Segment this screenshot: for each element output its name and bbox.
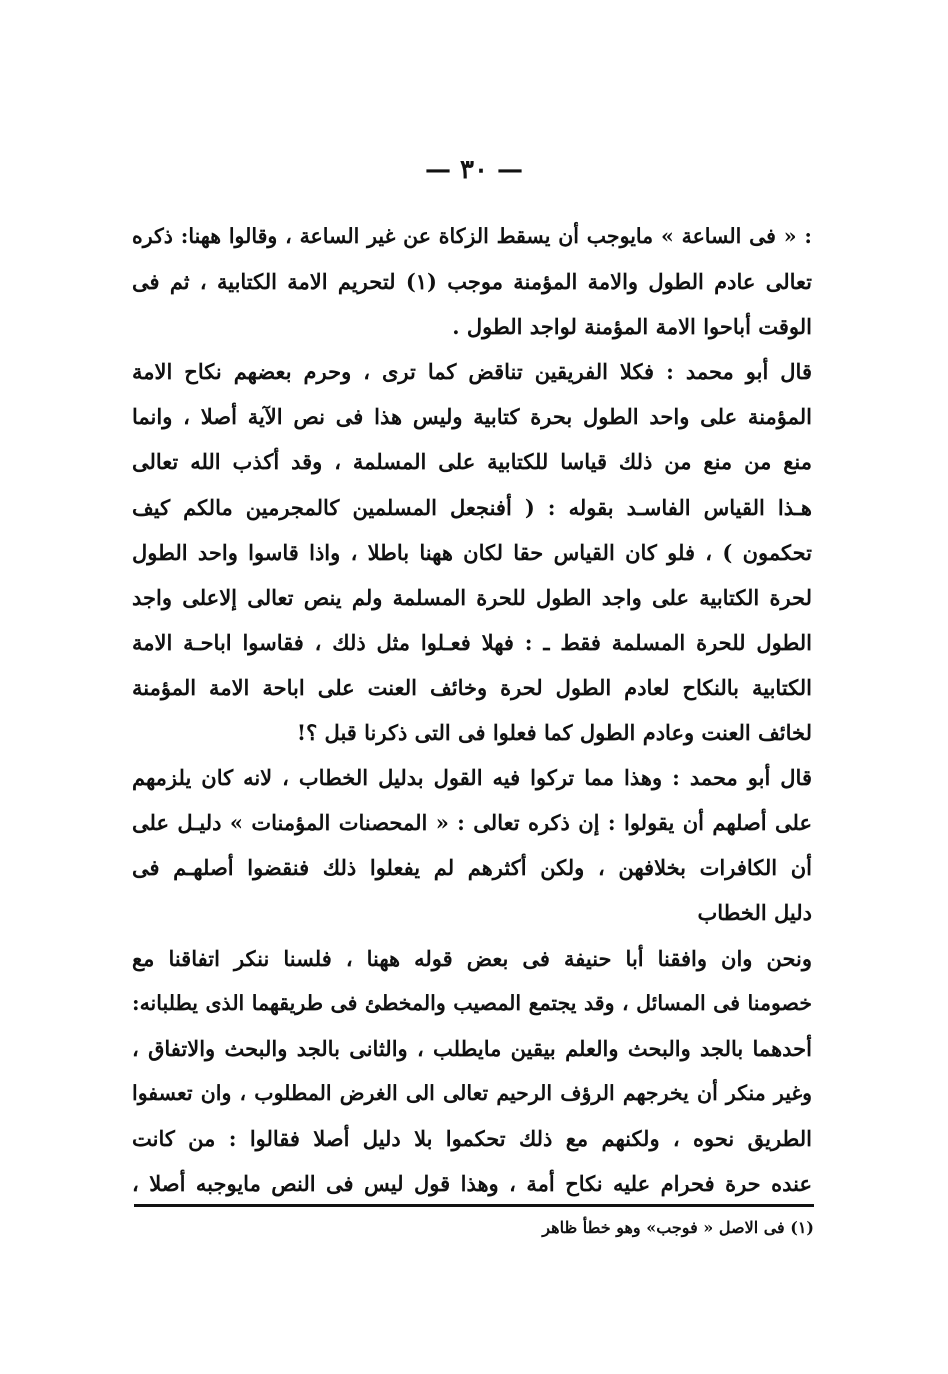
text-line-15: أن الكافرات بخلافهن ، ولكن أكثرهم لم يفعلوا ذلك فنقضوا أصلهـم فى	[132, 855, 812, 881]
text-line-12: لخائف العنت وعادم الطول كما فعلوا فى التى ذكرنا قبل ؟!	[296, 720, 812, 746]
text-line-4: قال أبو محمد : فكلا الفريقين تناقض كما ترى ، وحرم بعضهم نكاح الامة	[132, 359, 812, 385]
text-line-10: الطول للحرة المسلمة فقط ـ : فهلا فعـلوا مثل ذلك ، فقاسوا اباحـة الامة	[132, 629, 812, 655]
text-line-8: تحكمون ) ، فلو كان القياس حقا لكان ههنا باطلا ، واذا قاسوا واحد الطول	[132, 539, 812, 565]
text-line-14: على أصلهم أن يقولوا : إن ذكره تعالى : « المحصنات المؤمنات » دليـل على	[132, 810, 812, 836]
text-line-17: ونحن وان وافقنا أبا حنيفة فى بعض قوله ههنا ، فلسنا ننكر اتفاقنا مع	[132, 945, 812, 971]
text-line-21: الطريق نحوه ، ولكنهم مع ذلك تحكموا بلا دليل أصلا فقالوا : من كانت	[132, 1125, 812, 1151]
text-line-3: الوقت أباحوا الامة المؤمنة لواجد الطول .	[452, 314, 812, 340]
text-line-6: منع من منع من ذلك قياسا للكتابية على المسلمة ، وقد أكذب الله تعالى	[132, 449, 812, 475]
text-line-13: قال أبو محمد : وهذا مما تركوا فيه القول بدليل الخطاب ، لانه كان يلزمهم	[132, 765, 812, 791]
text-line-18: خصومنا فى المسائل ، وقد يجتمع المصيب والمخطئ فى طريقهما الذى يطلبانه:	[132, 990, 812, 1015]
text-line-22: عنده حرة فحرام عليه نكاح أمة ، وهذا قول ليس فى النص مايوجبه أصلا ،	[132, 1170, 812, 1196]
text-line-1: : « فى الساعة » مايوجب أن يسقط الزكاة عن غير الساعة ، وقالوا ههنا: ذكره	[132, 224, 812, 248]
text-line-20: وغير منكر أن يخرجهم الرؤف الرحيم تعالى الى الغرض المطلوب ، وان تعسفوا	[132, 1080, 812, 1105]
text-line-7: هـذا القياس الفاسـد بقوله : ( أفنجعل المسلمين كالمجرمين مالكم كيف	[132, 494, 812, 520]
text-line-2: تعالى عادم الطول والامة المؤمنة موجب (١) لتحريم الامة الكتابية ، ثم فى	[132, 269, 812, 295]
text-line-16: دليل الخطاب	[697, 900, 812, 926]
body-text	[132, 214, 812, 1206]
footnote: (١) فى الاصل « فوجب» وهو خطأ ظاهر	[542, 1218, 814, 1237]
text-line-5: المؤمنة على واحد الطول بحرة كتابية وليس هذا فى نص الآية أصلا ، وانما	[132, 404, 812, 430]
page-number: — ٣٠ —	[424, 155, 524, 185]
text-line-9: لحرة الكتابية على واجد الطول للحرة المسلمة ولم ينص تعالى إلاعلى واجد	[132, 584, 812, 610]
footnote-divider	[134, 1204, 814, 1207]
text-line-11: الكتابية بالنكاح لعادم الطول لحرة وخائف العنت على اباحة الامة المؤمنة	[132, 674, 812, 700]
text-line-19: أحدهما بالجد والبحث والعلم بيقين مايطلب ، والثانى بالجد والبحث والاتفاق ،	[132, 1035, 812, 1061]
